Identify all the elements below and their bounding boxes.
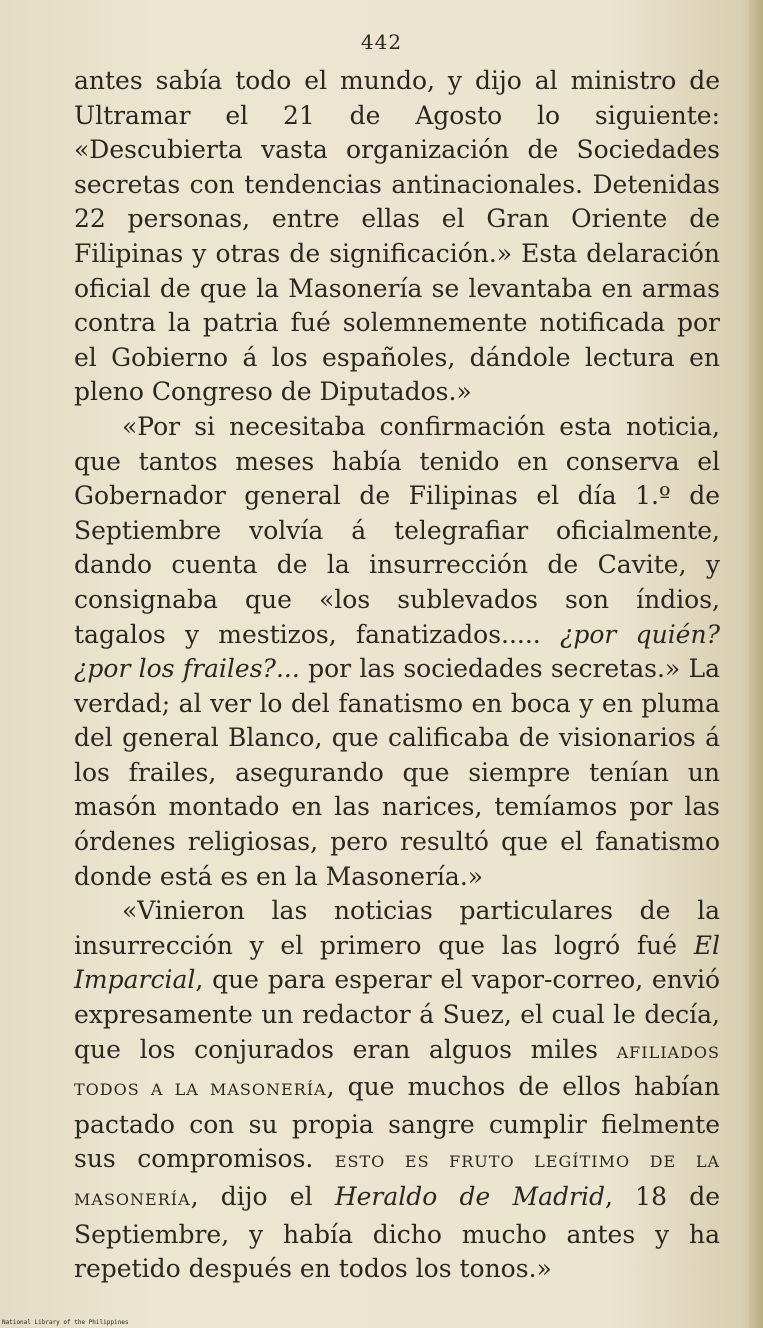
paragraph-text: antes sabía todo el mundo, y dijo al ministro de Ultramar el 21 de Agosto lo siguiente: «Descubierta vasta organización de Sociedades secretas con tendencias antinacionales. Detenidas 22 personas, entre ellas el Gran Oriente de Filipinas y otras de significación.» Esta delaración oficial de que la Masonería se levantaba en armas contra la patria fué solemnemente notificada por el Gobierno á los españoles, dándole lectura en pleno Congreso de Diputados.»	[74, 66, 720, 407]
italic-text: Heraldo de Madrid	[334, 1182, 605, 1211]
italic-text: El Imparcial	[74, 930, 720, 995]
paragraph-text: «Vinieron las noticias particulares de la insurrección y el primero que las logró fué	[74, 896, 720, 960]
paragraph-text: «Por si necesitaba confirmación esta noticia, que tantos meses había tenido en conserva el Gobernador general de Filipinas el día 1.º de Septiembre volvía á telegrafiar oficialmente, dando cuenta de la insurrección de Cavite, y consignaba que «los sublevados son índios, tagalos y mestizos, fanatizados.....	[74, 411, 720, 649]
library-credit: National Library of the Philippines	[2, 1319, 129, 1326]
small-caps-text: ESTO ES FRUTO LEGÍTIMO DE LA MASONERÍA	[74, 1152, 720, 1209]
paragraph-text: , dijo el	[190, 1182, 335, 1211]
paragraph	[74, 894, 720, 1287]
body-text	[74, 64, 720, 1287]
italic-text: ¿por quién? ¿por los frailes?...	[74, 619, 720, 684]
paragraph-text: por las sociedades secretas.» La verdad; al ver lo del fanatismo en boca y en pluma del general Blanco, que calificaba de visionarios á los frailes, asegurando que siempre tenían un masón montado en las narices, temíamos por las órdenes religiosas, pero resultó que el fanatismo donde está es en la Masonería.»	[74, 654, 720, 891]
paragraph	[74, 410, 720, 894]
paragraph	[74, 64, 720, 410]
paragraph-text: , que muchos de ellos habían pactado con su propia sangre cumplir fielmente sus compromisos.	[74, 1072, 720, 1174]
page-edge	[749, 0, 763, 1328]
page-number: 442	[360, 30, 403, 54]
paragraph-text: , 18 de Septiembre, y había dicho mucho antes y ha repetido después en todos los tonos.»	[74, 1182, 720, 1284]
paragraph-text: , que para esperar el vapor-correo, envió expresamente un redactor á Suez, el cual le decía, que los conjurados eran alguos miles	[74, 965, 720, 1064]
small-caps-text: AFILIADOS TODOS A LA MASONERÍA	[74, 1042, 720, 1100]
